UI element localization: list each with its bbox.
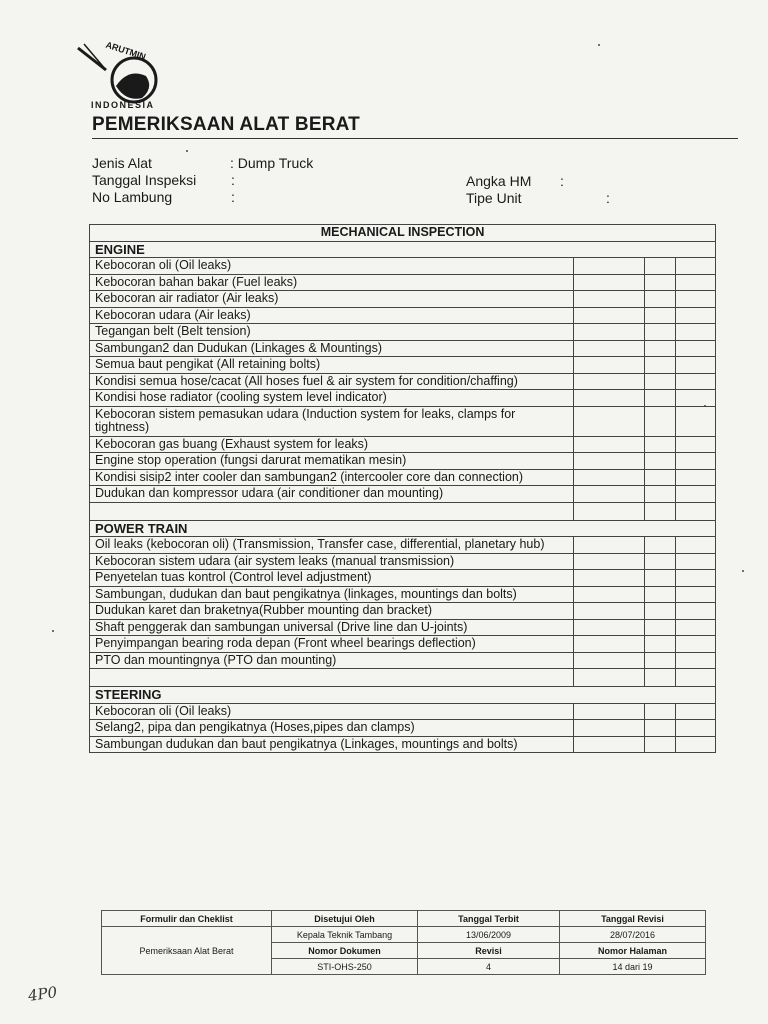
jenis-alat-value: : Dump Truck (230, 155, 314, 171)
check-cell[interactable] (574, 537, 645, 554)
check-cell[interactable] (574, 258, 645, 275)
check-cell[interactable] (645, 436, 676, 453)
checklist-item-label: Kondisi semua hose/cacat (All hoses fuel & air system for condition/chaffing) (90, 373, 574, 390)
section-header-row (90, 687, 716, 704)
check-cell[interactable] (574, 291, 645, 308)
checklist-row (90, 324, 716, 341)
inspection-checklist (89, 224, 716, 753)
check-cell[interactable] (645, 340, 676, 357)
check-cell[interactable] (645, 603, 676, 620)
checklist-item-label: Kondisi sisip2 inter cooler dan sambungan2 (intercooler core dan connection) (90, 469, 574, 486)
check-cell[interactable] (676, 373, 716, 390)
check-cell[interactable] (574, 373, 645, 390)
checklist-item-label: Dudukan karet dan braketnya(Rubber mounting dan bracket) (90, 603, 574, 620)
checklist-row (90, 720, 716, 737)
checklist-item-label: Sambungan dudukan dan baut pengikatnya (Linkages, mountings and bolts) (90, 736, 574, 753)
check-cell[interactable] (574, 502, 645, 520)
document-control-table (101, 910, 706, 975)
check-cell[interactable] (676, 453, 716, 470)
check-cell[interactable] (645, 570, 676, 587)
check-cell[interactable] (676, 619, 716, 636)
blank-row (90, 502, 716, 520)
check-cell[interactable] (574, 390, 645, 407)
section-header-row (90, 241, 716, 258)
check-cell[interactable] (676, 570, 716, 587)
check-cell[interactable] (574, 720, 645, 737)
tanggal-inspeksi-label: Tanggal Inspeksi (92, 172, 197, 188)
checklist-row (90, 274, 716, 291)
checklist-item-label: Oil leaks (kebocoran oli) (Transmission, Transfer case, differential, planetary hub) (90, 537, 574, 554)
checklist-item-label: Tegangan belt (Belt tension) (90, 324, 574, 341)
checklist-row (90, 703, 716, 720)
check-cell[interactable] (645, 720, 676, 737)
check-cell[interactable] (574, 553, 645, 570)
check-cell[interactable] (645, 502, 676, 520)
blank-cell (90, 502, 574, 520)
checklist-item-label: Penyetelan tuas kontrol (Control level adjustment) (90, 570, 574, 587)
footer-revision-date: 28/07/2016 (560, 927, 706, 943)
checklist-row (90, 586, 716, 603)
check-cell[interactable] (645, 274, 676, 291)
checklist-header-row (90, 225, 716, 242)
checklist-row (90, 469, 716, 486)
checklist-item-label: Kebocoran oli (Oil leaks) (90, 258, 574, 275)
check-cell[interactable] (676, 652, 716, 669)
check-cell[interactable] (574, 357, 645, 374)
check-cell[interactable] (574, 703, 645, 720)
check-cell[interactable] (574, 652, 645, 669)
check-cell[interactable] (676, 603, 716, 620)
footer-page-number: 14 dari 19 (560, 959, 706, 975)
footer-revision-label: Revisi (418, 943, 560, 959)
check-cell[interactable] (676, 586, 716, 603)
check-cell[interactable] (676, 636, 716, 653)
footer-doc-number: STI-OHS-250 (272, 959, 418, 975)
check-cell[interactable] (645, 258, 676, 275)
checklist-row (90, 652, 716, 669)
check-cell[interactable] (676, 324, 716, 341)
check-cell[interactable] (574, 636, 645, 653)
check-cell[interactable] (645, 390, 676, 407)
checklist-row (90, 570, 716, 587)
tanggal-inspeksi-value: : (231, 172, 235, 188)
checklist-row (90, 357, 716, 374)
scan-speck (186, 150, 188, 152)
checklist-row (90, 340, 716, 357)
checklist-item-label: Sambungan, dudukan dan baut pengikatnya (linkages, mountings dan bolts) (90, 586, 574, 603)
section-header-row (90, 520, 716, 537)
check-cell[interactable] (574, 736, 645, 753)
check-cell[interactable] (574, 406, 645, 436)
checklist-item-label: Semua baut pengikat (All retaining bolts) (90, 357, 574, 374)
checklist-row (90, 291, 716, 308)
page-title: PEMERIKSAAN ALAT BERAT (92, 114, 360, 135)
blank-row (90, 669, 716, 687)
check-cell[interactable] (645, 619, 676, 636)
checklist-row (90, 603, 716, 620)
check-cell[interactable] (676, 390, 716, 407)
check-cell[interactable] (574, 619, 645, 636)
footer-approver: Kepala Teknik Tambang (272, 927, 418, 943)
check-cell[interactable] (645, 736, 676, 753)
footer-col-approved: Disetujui Oleh (272, 911, 418, 927)
checklist-row (90, 636, 716, 653)
footer-col-revised: Tanggal Revisi (560, 911, 706, 927)
check-cell[interactable] (645, 636, 676, 653)
checklist-row (90, 436, 716, 453)
tipe-unit-value: : (606, 190, 610, 206)
check-cell[interactable] (676, 486, 716, 503)
footer-page-label: Nomor Halaman (560, 943, 706, 959)
check-cell[interactable] (645, 324, 676, 341)
checklist-row (90, 736, 716, 753)
scan-speck (742, 570, 744, 572)
check-cell[interactable] (574, 436, 645, 453)
footer-doc-number-label: Nomor Dokumen (272, 943, 418, 959)
footer-col-form: Formulir dan Cheklist (102, 911, 272, 927)
check-cell[interactable] (676, 537, 716, 554)
check-cell[interactable] (574, 486, 645, 503)
check-cell[interactable] (676, 553, 716, 570)
check-cell[interactable] (574, 340, 645, 357)
check-cell[interactable] (645, 373, 676, 390)
check-cell[interactable] (676, 502, 716, 520)
check-cell[interactable] (645, 586, 676, 603)
blank-cell (90, 669, 574, 687)
check-cell[interactable] (676, 720, 716, 737)
check-cell[interactable] (645, 652, 676, 669)
scan-speck (52, 630, 54, 632)
check-cell[interactable] (574, 669, 645, 687)
check-cell[interactable] (645, 669, 676, 687)
checklist-item-label: Kebocoran oli (Oil leaks) (90, 703, 574, 720)
no-lambung-value: : (231, 189, 235, 205)
check-cell[interactable] (676, 357, 716, 374)
check-cell[interactable] (574, 469, 645, 486)
check-cell[interactable] (676, 291, 716, 308)
check-cell[interactable] (574, 603, 645, 620)
check-cell[interactable] (645, 537, 676, 554)
checklist-row (90, 553, 716, 570)
checklist-row (90, 537, 716, 554)
checklist-item-label: Kebocoran gas buang (Exhaust system for leaks) (90, 436, 574, 453)
check-cell[interactable] (676, 736, 716, 753)
checklist-row (90, 453, 716, 470)
scan-speck (704, 405, 706, 407)
check-cell[interactable] (574, 324, 645, 341)
footer-header-row (102, 911, 706, 927)
check-cell[interactable] (676, 258, 716, 275)
handwritten-note: 4P0 (26, 983, 59, 1005)
checklist-row (90, 258, 716, 275)
angka-hm-value: : (560, 173, 564, 189)
checklist-item-label: Kebocoran udara (Air leaks) (90, 307, 574, 324)
checklist-item-label: Sambungan2 dan Dudukan (Linkages & Mountings) (90, 340, 574, 357)
section-title: POWER TRAIN (90, 520, 716, 537)
checklist-item-label: Dudukan dan kompressor udara (air conditioner dan mounting) (90, 486, 574, 503)
checklist-item-label: Shaft penggerak dan sambungan universal (Drive line dan U-joints) (90, 619, 574, 636)
check-cell[interactable] (645, 703, 676, 720)
checklist-item-label: Penyimpangan bearing roda depan (Front wheel bearings deflection) (90, 636, 574, 653)
check-cell[interactable] (574, 586, 645, 603)
check-cell[interactable] (645, 406, 676, 436)
svg-text:ARUTMIN: ARUTMIN (104, 40, 148, 62)
tipe-unit-label: Tipe Unit (466, 190, 522, 206)
no-lambung-label: No Lambung (92, 189, 173, 205)
check-cell[interactable] (574, 453, 645, 470)
check-cell[interactable] (574, 570, 645, 587)
check-cell[interactable] (574, 307, 645, 324)
checklist-item-label: Selang2, pipa dan pengikatnya (Hoses,pipes dan clamps) (90, 720, 574, 737)
check-cell[interactable] (645, 469, 676, 486)
checklist-row (90, 390, 716, 407)
footer-issue-date: 13/06/2009 (418, 927, 560, 943)
check-cell[interactable] (645, 553, 676, 570)
checklist-row (90, 307, 716, 324)
checklist-item-label: Engine stop operation (fungsi darurat mematikan mesin) (90, 453, 574, 470)
check-cell[interactable] (676, 274, 716, 291)
footer-col-issued: Tanggal Terbit (418, 911, 560, 927)
footer-row (102, 927, 706, 943)
checklist-row (90, 406, 716, 436)
check-cell[interactable] (676, 406, 716, 436)
angka-hm-label: Angka HM (466, 173, 532, 189)
checklist-item-label: Kebocoran air radiator (Air leaks) (90, 291, 574, 308)
checklist-item-label: PTO dan mountingnya (PTO dan mounting) (90, 652, 574, 669)
check-cell[interactable] (645, 307, 676, 324)
jenis-alat-label: Jenis Alat (92, 155, 152, 171)
check-cell[interactable] (645, 357, 676, 374)
check-cell[interactable] (676, 669, 716, 687)
check-cell[interactable] (676, 703, 716, 720)
checklist-item-label: Kondisi hose radiator (cooling system level indicator) (90, 390, 574, 407)
check-cell[interactable] (676, 307, 716, 324)
scan-speck (598, 44, 600, 46)
section-title: STEERING (90, 687, 716, 704)
check-cell[interactable] (574, 274, 645, 291)
checklist-row (90, 486, 716, 503)
check-cell[interactable] (645, 453, 676, 470)
footer-revision: 4 (418, 959, 560, 975)
logo-caption: INDONESIA (91, 100, 155, 110)
checklist-row (90, 619, 716, 636)
check-cell[interactable] (676, 469, 716, 486)
checklist-row (90, 373, 716, 390)
section-title: ENGINE (90, 241, 716, 258)
checklist-item-label: Kebocoran sistem pemasukan udara (Induction system for leaks, clamps for tightness) (90, 406, 574, 436)
title-divider (92, 138, 738, 139)
checklist-item-label: Kebocoran bahan bakar (Fuel leaks) (90, 274, 574, 291)
check-cell[interactable] (645, 486, 676, 503)
checklist-header: MECHANICAL INSPECTION (90, 225, 716, 242)
check-cell[interactable] (645, 291, 676, 308)
check-cell[interactable] (676, 436, 716, 453)
checklist-item-label: Kebocoran sistem udara (air system leaks (manual transmission) (90, 553, 574, 570)
footer-form-name: Pemeriksaan Alat Berat (102, 927, 272, 975)
check-cell[interactable] (676, 340, 716, 357)
